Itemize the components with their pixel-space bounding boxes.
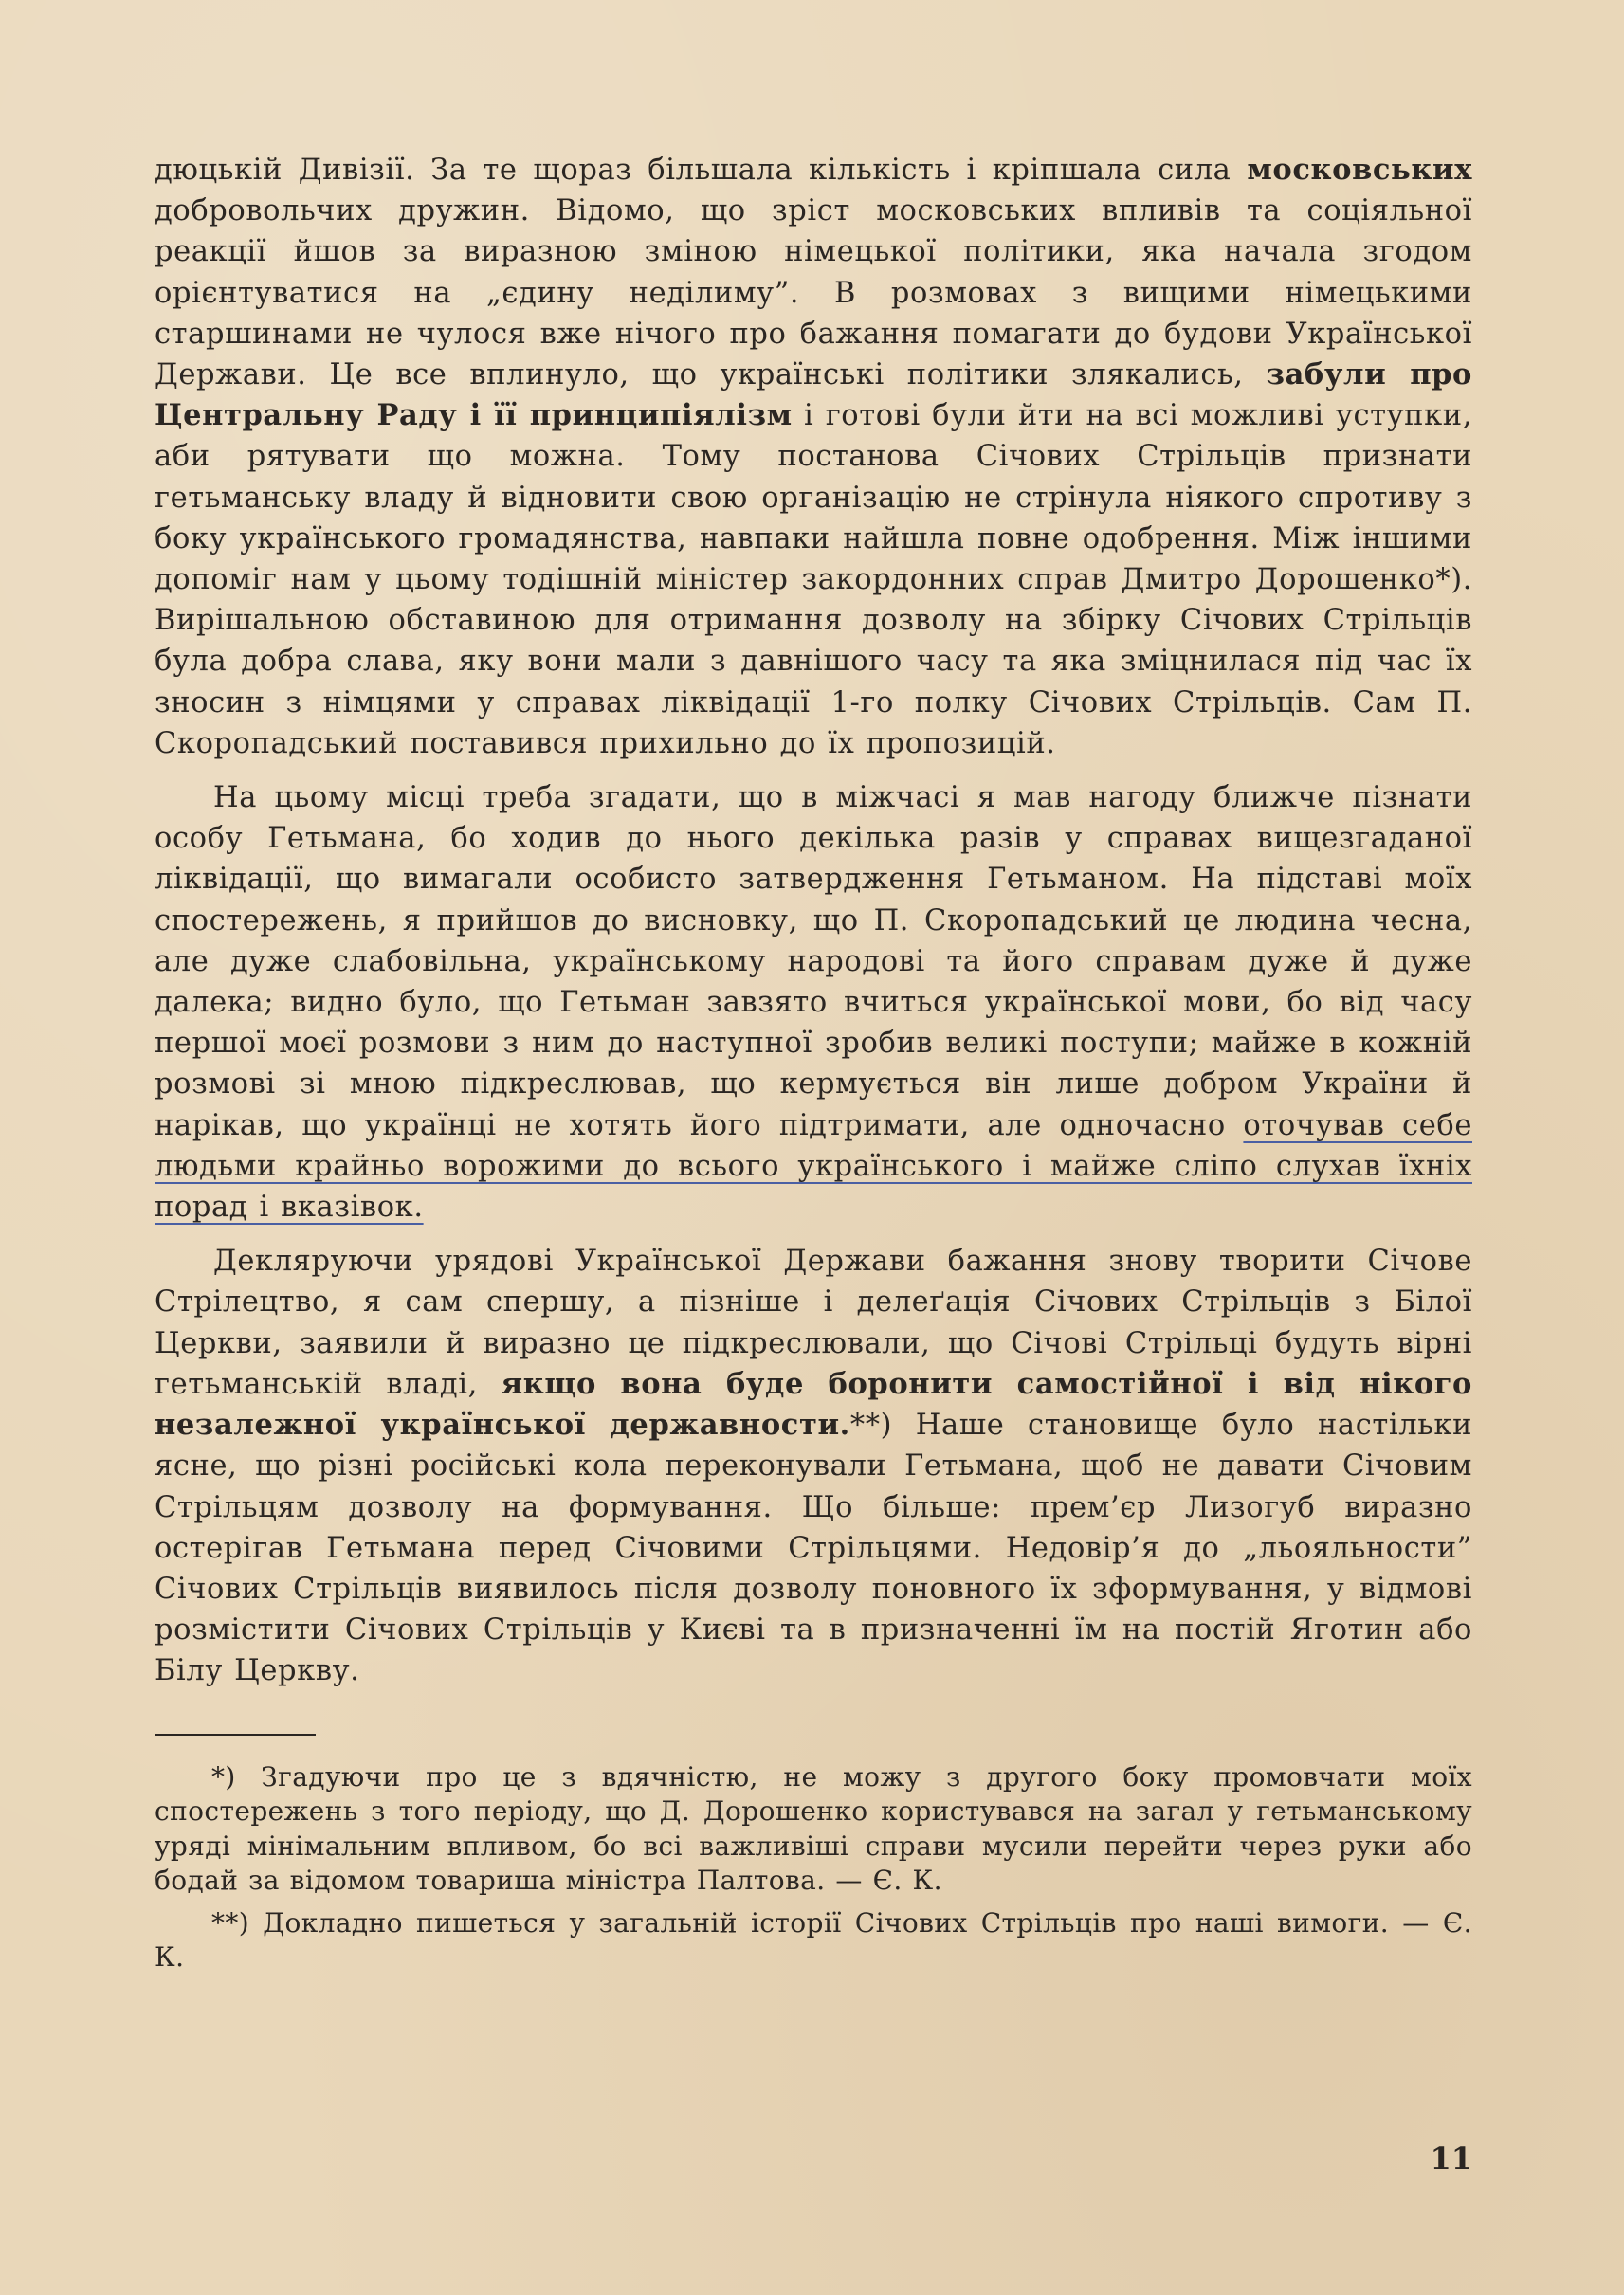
- paragraph-1-bold-central-rada: забули про Центральну Раду і її принципіялізм: [155, 357, 1472, 433]
- paragraph-1-text-a: дюцькій Дивізії. За те щораз більшала кількість і кріпшала сила: [155, 154, 1248, 187]
- footnote-2: **) Докладно пишеться у загальній історії Січових Стрільців про наші вимоги. — Є. К.: [155, 1906, 1472, 1974]
- paragraph-1: [155, 150, 1472, 764]
- footnote-divider: [155, 1734, 316, 1736]
- paragraph-2-text-a: На цьому місці треба згадати, що в міжчасі я мав нагоду ближче пізнати особу Гетьмана, бо ходив до нього декілька разів у справах вищезгаданої ліквідації, що вимагали особисто затвердження Гетьманом. На підставі моїх спостережень, я прийшов до висновку, що П. Скоропадський це людина чесна, але дуже слабовільна, українському народові та його справам дуже й дуже далека; видно було, що Гетьман завзято вчиться української мови, бо від часу першої моєї розмови з ним до наступної зробив великі поступи; майже в кожній розмові зі мною підкреслював, що кермується він лише добром України й нарікав, що українці не хотять його підтримати, але одночасно: [155, 781, 1472, 1142]
- paragraph-1-text-c: добровольчих дружин. Відомо, що зріст московських впливів та соціяльної реакції йшов за виразною зміною німецької політики, яка начала згодом орієнтуватися на „єдину неділиму”. В розмовах з вищими німецькими старшинами не чулося вже нічого про бажання помагати до будови Української Держави. Це все вплинуло, що українські політики злякались,: [155, 194, 1472, 392]
- paragraph-1-bold-muscovite: московських: [1247, 153, 1472, 187]
- paragraph-2-pen-underlined: оточував себе людьми крайньо ворожими до всього українського і майже сліпо слухав їхніх порад і вказівок.: [155, 1108, 1472, 1225]
- page-number: 11: [1430, 2140, 1472, 2177]
- paragraph-3-bold-statehood: якщо вона буде боронити самостійної і від нікого незалежної української державности.: [155, 1366, 1473, 1443]
- footnote-1: *) Згадуючи про це з вдячністю, не можу з другого боку промовчати моїх спостережень з того періоду, що Д. Дорошенко користувався на загал у гетьманському уряді мінімальним впливом, бо всі важливіші справи мусили перейти через руки або бодай за відомом товариша міністра Палтова. — Є. К.: [155, 1760, 1472, 1897]
- paragraph-3: [155, 1241, 1472, 1691]
- paragraph-3-text-c: **) Наше становище було настільки ясне, що різні російські кола переконували Гетьмана, щоб не давати Січовим Стрільцям дозволу на формування. Що більше: прем’єр Лизогуб виразно остерігав Гетьмана перед Січовими Стрільцями. Недовір’я до „льояльности” Січових Стрільців виявилось після дозволу поновного їх зформування, у відмові розмістити Січових Стрільців у Києві та в призначенні їм на постій Яготин або Білу Церкву.: [155, 1409, 1472, 1688]
- paragraph-1-text-e: і готові були йти на всі можливі уступки, аби рятувати що можна. Тому постанова Січових Стрільців признати гетьманську владу й відновити свою організацію не стрінула ніякого спротиву з боку українського громадянства, навпаки найшла повне одобрення. Між іншими допоміг нам у цьому тодішній міністер закордонних справ Дмитро Дорошенко*). Вирішальною обставиною для отримання дозволу на збірку Січових Стрільців була добра слава, яку вони мали з давнішого часу та яка зміцнилася під час їх зносин з німцями у справах ліквідації 1-го полку Січових Стрільців. Сам П. Скоропадський поставився прихильно до їх пропозицій.: [155, 399, 1472, 760]
- paragraph-3-text-a: Декляруючи урядові Української Держави бажання знову творити Січове Стрілецтво, я сам спершу, а пізніше і делеґація Січових Стрільців з Білої Церкви, заявили й виразно це підкреслювали, що Січові Стрільці будуть вірні гетьманській владі,: [155, 1245, 1472, 1401]
- paragraph-2: [155, 777, 1472, 1228]
